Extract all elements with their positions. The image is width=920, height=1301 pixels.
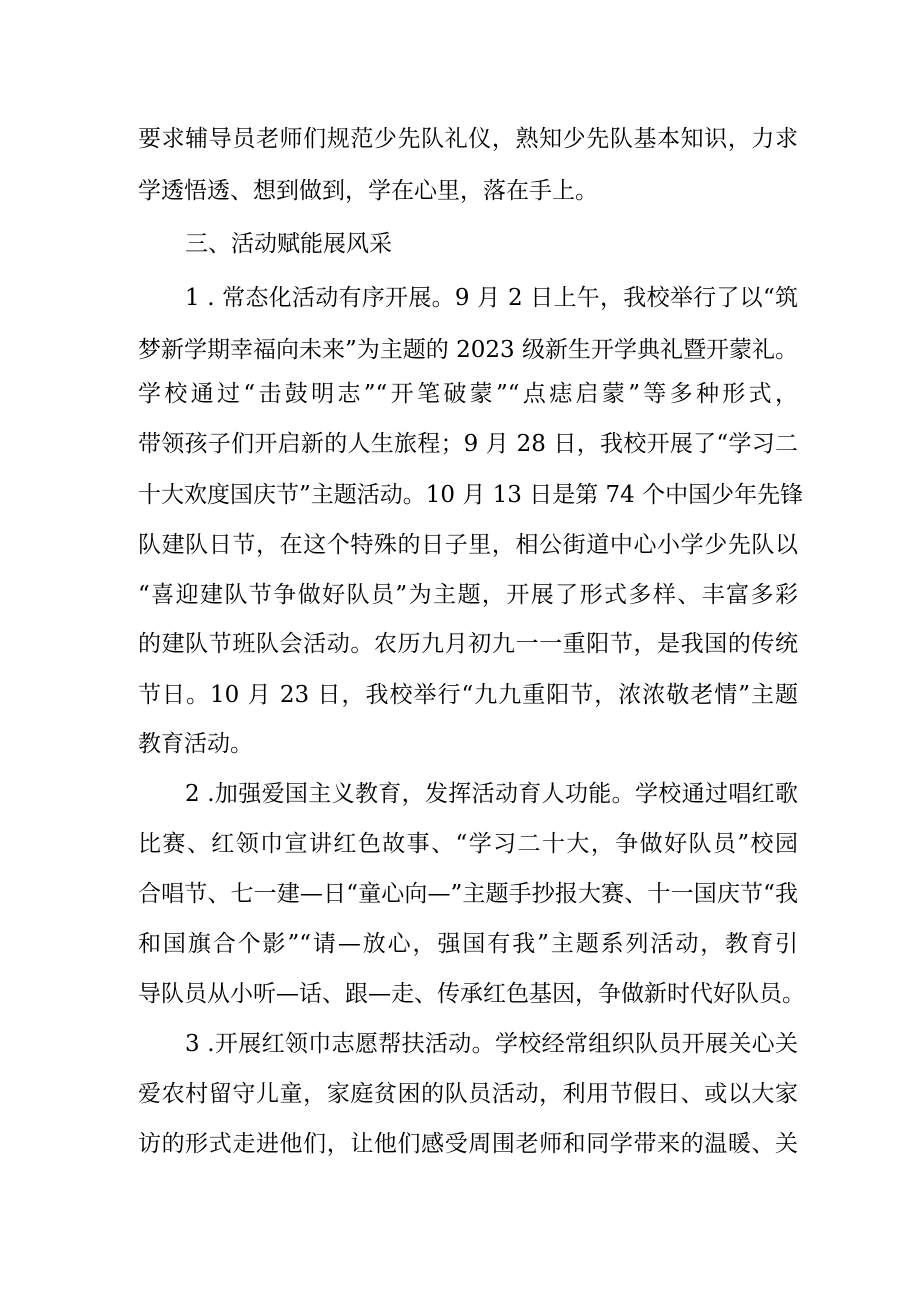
paragraph-line: 学透悟透、想到做到，学在心里，落在手上。: [138, 178, 598, 204]
paragraph-line: 的建队节班队会活动。农历九月初九一一重阳节，是我国的传统: [138, 631, 798, 657]
paragraph-line: 比赛、红领巾宣讲红色故事、“学习二十大，争做好队员”校园: [138, 831, 798, 857]
paragraph-line: 教育活动。: [138, 731, 253, 757]
section-heading: 三、活动赋能展风采: [185, 231, 392, 257]
paragraph-line: 2 .加强爱国主义教育，发挥活动育人功能。学校通过唱红歌: [185, 781, 798, 807]
paragraph-line: 导队员从小听—话、跟—走、传承红色基因，争做新时代好队员。: [138, 981, 805, 1007]
paragraph-line: “喜迎建队节争做好队员”为主题，开展了形式多样、丰富多彩: [138, 582, 798, 608]
paragraph-line: 节日。10 月 23 日，我校举行“九九重阳节，浓浓敬老情”主题: [138, 682, 798, 708]
paragraph-line: 合唱节、七一建—日“童心向—”主题手抄报大赛、十一国庆节“我: [138, 881, 798, 907]
paragraph-line: 梦新学期幸福向未来”为主题的 2023 级新生开学典礼暨开蒙礼。: [138, 337, 798, 363]
paragraph-line: 十大欢度国庆节”主题活动。10 月 13 日是第 74 个中国少年先锋: [138, 482, 804, 508]
paragraph-line: 3 .开展红领巾志愿帮扶活动。学校经常组织队员开展关心关: [185, 1031, 798, 1057]
paragraph-line: 和国旗合个影”“请—放心，强国有我”主题系列活动，教育引: [138, 931, 798, 957]
paragraph-line: 带领孩子们开启新的人生旅程；9 月 28 日，我校开展了“学习二: [138, 431, 798, 457]
paragraph-line: 1 . 常态化活动有序开展。9 月 2 日上午，我校举行了以“筑: [185, 285, 798, 311]
paragraph-line: 爱农村留守儿童，家庭贫困的队员活动，利用节假日、或以大家: [138, 1081, 798, 1107]
paragraph-line: 要求辅导员老师们规范少先队礼仪，熟知少先队基本知识，力求: [138, 126, 798, 152]
paragraph-line: 学校通过“击鼓明志”“开笔破蒙”“点痣启蒙”等多种形式，: [138, 381, 798, 407]
paragraph-line: 队建队日节，在这个特殊的日子里，相公街道中心小学少先队以: [138, 532, 798, 558]
paragraph-line: 访的形式走进他们，让他们感受周围老师和同学带来的温暖、关: [138, 1131, 798, 1157]
